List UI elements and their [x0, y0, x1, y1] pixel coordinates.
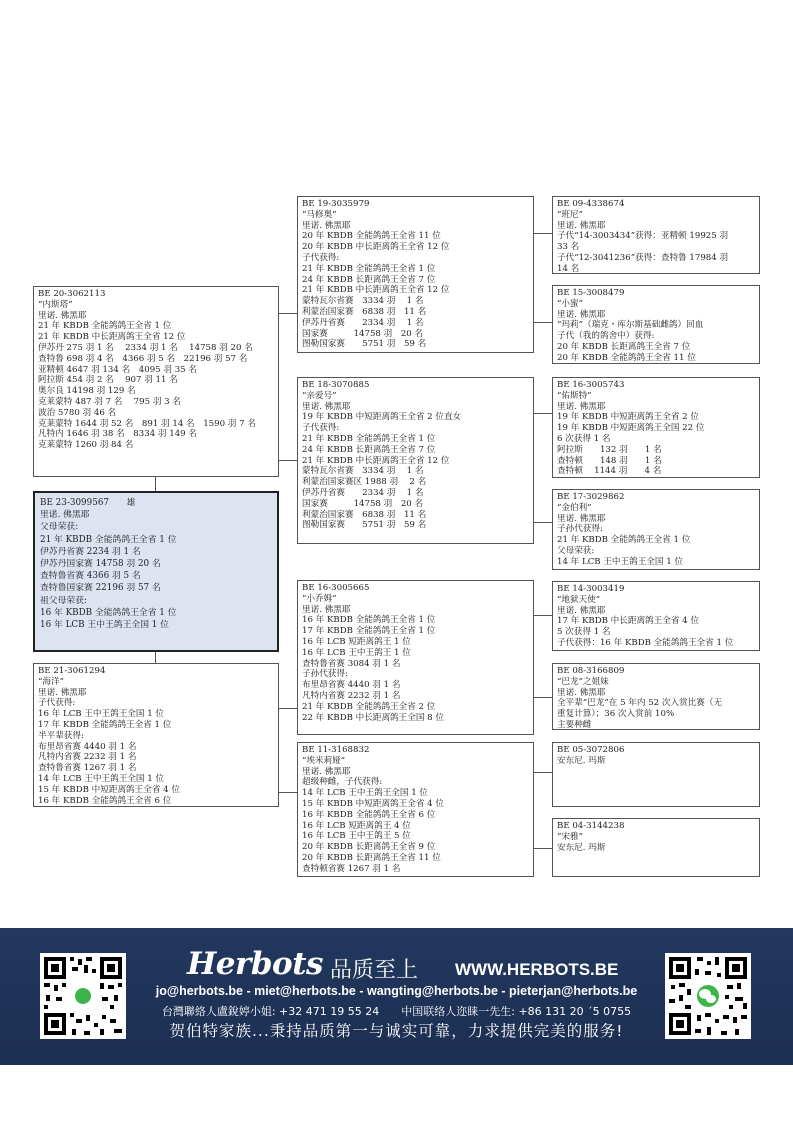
pedigree-text-line: “内斯塔” — [38, 299, 73, 310]
pedigree-text-line: 19 年 KBDB 中短距离鸽王全省 2 位直女 — [302, 412, 462, 423]
ring-number: BE 21-3061294 — [38, 666, 106, 676]
pedigree-text-line: 超级种雌，子代获得: — [302, 777, 383, 788]
pedigree-text-line: 蒙特瓦尔省赛 3334 羽 1 名 — [302, 296, 424, 307]
pedigree-text-line: 16 年 KBDB 全能鸽鸽王全省 1 位 — [302, 615, 436, 626]
pedigree-text-line: 里诺. 佛黑耶 — [557, 401, 606, 412]
dam-sire-sire-card — [552, 581, 760, 651]
pedigree-text-line: 20 年 KBDB 全能鸽鸽王全省 11 位 — [557, 352, 696, 363]
pedigree-text-line: 20 年 KBDB 长距离鸽王全省 9 位 — [302, 842, 436, 853]
ring-number: BE 04-3144238 — [557, 821, 625, 831]
connector-line — [278, 708, 297, 709]
connector-line — [533, 697, 552, 698]
connector-line — [155, 477, 156, 491]
pedigree-text-line: 阿拉斯 454 羽 2 名 907 羽 11 名 — [38, 375, 178, 386]
pedigree-text-line: 查特顿 148 羽 1 名 — [557, 455, 662, 466]
sire-card — [33, 286, 279, 477]
pedigree-text-line: 子代（我的鸽舍中）获得: — [557, 331, 655, 342]
pedigree-text-line: 子代“14-3003434”获得：亚精顿 19925 羽 — [557, 231, 729, 242]
ring-number: BE 16-3005743 — [557, 380, 625, 390]
dam-card — [33, 663, 279, 807]
pedigree-text-line: 克莱蒙特 1260 羽 84 名 — [38, 440, 134, 451]
ring-number: BE 19-3035979 — [302, 199, 370, 209]
pedigree-text-line: 查特顿 1144 羽 4 名 — [557, 466, 662, 477]
pedigree-text-line: 克莱蒙特 1644 羽 52 名 891 羽 14 名 1590 羽 7 名 — [38, 418, 256, 429]
pedigree-text-line: 凡特内省赛 2232 羽 1 名 — [38, 752, 137, 763]
pedigree-text-line: 查特鲁省赛 3084 羽 1 名 — [302, 658, 401, 669]
pedigree-text-line: 重复计算）；36 次入赏前 10% — [557, 709, 675, 720]
ring-number: BE 20-3062113 — [38, 289, 106, 299]
pedigree-text-line: 21 年 KBDB 全能鸽鸽王全省 1 位 — [302, 263, 436, 274]
pedigree-text-line: 21 年 KBDB 全能鸽鸽王全省 1 位 — [40, 534, 177, 545]
pedigree-text-line: 16 年 LCB 王中王鸽王全国 1 位 — [38, 709, 165, 720]
pedigree-text-line: 里诺. 佛黑耶 — [557, 605, 606, 616]
pedigree-text-line: 16 年 LCB 王中王鸽王全国 1 位 — [40, 620, 169, 631]
pedigree-text-line: “巴龙”之姐妹 — [557, 676, 609, 687]
ring-number: BE 16-3005665 — [302, 583, 370, 593]
pedigree-text-line: “小乔姆” — [302, 593, 337, 604]
subject-card — [33, 491, 279, 652]
pedigree-text-line: 里诺. 佛黑耶 — [38, 310, 87, 321]
pedigree-text-line: 安东尼. 玛斯 — [557, 842, 606, 853]
pedigree-text-line: 里诺. 佛黑耶 — [40, 510, 90, 521]
pedigree-text-line: 半平辈获得: — [38, 730, 84, 741]
pedigree-text-line: 21 年 KBDB 中长距离鸽王全省 12 位 — [302, 285, 450, 296]
dam-dam-dam-card — [552, 818, 760, 877]
pedigree-text-line: 16 年 LCB 王中王鸽王 1 位 — [302, 647, 411, 658]
pedigree-text-line: 阿拉斯 132 羽 1 名 — [557, 444, 662, 455]
pedigree-text-line: 查特鲁省赛 1267 羽 1 名 — [38, 763, 137, 774]
ring-number: BE 17-3029862 — [557, 492, 625, 502]
pedigree-text-line: 22 年 KBDB 中长距离鸽王全国 8 位 — [302, 712, 444, 723]
pedigree-text-line: 6 次获得 1 名 — [557, 433, 611, 444]
pedigree-text-line: 19 年 KBDB 中短距离鸽王全省 2 位 — [557, 412, 699, 423]
pedigree-text-line: 里诺. 佛黑耶 — [557, 309, 606, 320]
pedigree-text-line: 伊苏丹省赛 2334 羽 1 名 — [302, 487, 424, 498]
pedigree-text-line: 16 年 KBDB 全能鸽鸽王全省 6 位 — [38, 795, 172, 806]
pedigree-text-line: 布里昂省赛 4440 羽 1 名 — [38, 741, 137, 752]
herbots-logo: Herbots — [187, 946, 323, 982]
pedigree-text-line: 21 年 KBDB 全能鸽鸽王全省 1 位 — [38, 321, 172, 332]
pedigree-text-line: 16 年 LCB 短距离鸽王 4 位 — [302, 820, 411, 831]
pedigree-text-line: 16 年 LCB 短距离鸽王 1 位 — [302, 636, 411, 647]
pedigree-text-line: 父母荣获: — [40, 522, 79, 533]
sire-sire-card — [297, 196, 534, 353]
pedigree-text-line: 祖父母荣获: — [40, 595, 87, 606]
pedigree-text-line: 17 年 KBDB 全能鸽鸽王全省 1 位 — [38, 719, 172, 730]
pedigree-text-line: 主要种雌 — [557, 719, 592, 730]
ring-number: BE 18-3070885 — [302, 380, 370, 390]
pedigree-text-line: 子代“12-3041236”获得：查特鲁 17984 羽 — [557, 252, 729, 263]
pedigree-text-line: “小蜜” — [557, 298, 583, 309]
pedigree-text-line: 伊苏丹省赛 2334 羽 1 名 — [302, 317, 424, 328]
pedigree-text-line: 21 年 KBDB 全能鸽鸽王全省 1 位 — [557, 535, 691, 546]
pedigree-text-line: 图勒国家赛 5751 羽 59 名 — [302, 520, 427, 531]
ring-number: BE 14-3003419 — [557, 584, 625, 594]
pedigree-text-line: 24 年 KBDB 长距离鸽王全省 7 位 — [302, 444, 436, 455]
pedigree-text-line: 16 年 LCB 王中王鸽王 5 位 — [302, 831, 411, 842]
pedigree-text-line: 里诺. 佛黑耶 — [302, 401, 351, 412]
pedigree-text-line: “埃米莉娅” — [302, 755, 346, 766]
pedigree-text-line: 5 次获得 1 名 — [557, 627, 611, 638]
pedigree-text-line: 15 年 KBDB 中短距离鸽王全省 4 位 — [38, 784, 180, 795]
pedigree-text-line: “亲爱号” — [302, 390, 337, 401]
slogan: 品质至上 — [330, 958, 419, 983]
pedigree-text-line: 20 年 KBDB 长距离鸽王全省 7 位 — [557, 341, 691, 352]
pedigree-text-line: 查特顿省赛 1267 羽 1 名 — [302, 863, 401, 874]
connector-line — [533, 522, 552, 523]
connector-line — [533, 848, 552, 849]
connector-line — [533, 322, 552, 323]
pedigree-text-line: 21 年 KBDB 全能鸽鸽王全省 2 位 — [302, 701, 436, 712]
pedigree-text-line: 子代获得: — [302, 423, 340, 434]
pedigree-text-line: 16 年 KBDB 全能鸽鸽王全省 6 位 — [302, 809, 436, 820]
pedigree-text-line: 蒙特瓦尔省赛 3334 羽 1 名 — [302, 466, 424, 477]
ring-number: BE 23-3099567 雄 — [40, 498, 136, 508]
website-link[interactable]: WWW.HERBOTS.BE — [455, 960, 619, 979]
pedigree-text-line: 凡特内省赛 2232 羽 1 名 — [302, 690, 401, 701]
pedigree-text-line: 国家赛 14758 羽 20 名 — [302, 328, 424, 339]
pedigree-text-line: 伊苏丹国家赛 14758 羽 20 名 — [40, 559, 161, 570]
connector-line — [533, 615, 552, 616]
connector-line — [533, 772, 552, 773]
pedigree-text-line: 14 年 LCB 王中王鸽王全国 1 位 — [38, 773, 165, 784]
connector-line — [533, 233, 552, 234]
pedigree-text-line: 子代获得: — [302, 252, 340, 263]
pedigree-text-line: 利蒙治国家赛 6838 羽 11 名 — [302, 306, 427, 317]
pedigree-text-line: 伊苏丹 275 羽 1 名 2334 羽 1 名 14758 羽 20 名 — [38, 342, 253, 353]
pedigree-text-line: 利蒙治国家赛 6838 羽 11 名 — [302, 509, 427, 520]
pedigree-text-line: “地狱天使” — [557, 594, 601, 605]
connector-line — [278, 460, 297, 461]
pedigree-text-line: 安东尼. 玛斯 — [557, 755, 606, 766]
pedigree-text-line: 布里昂省赛 4440 羽 1 名 — [302, 680, 401, 691]
pedigree-text-line: 14 年 LCB 王中王鸽王全国 1 位 — [557, 556, 684, 567]
email-contacts[interactable]: jo@herbots.be - miet@herbots.be - wangting@herbots.be - pieterjan@herbots.be — [155, 984, 638, 998]
pedigree-text-line: 16 年 KBDB 全能鸽鸽王全省 1 位 — [40, 607, 177, 618]
pedigree-text-line: 里诺. 佛黑耶 — [302, 604, 351, 615]
pedigree-text-line: 里诺. 佛黑耶 — [557, 513, 606, 524]
pedigree-text-line: 全平辈“巴龙”在 5 年内 52 次入赏比赛（无 — [557, 698, 723, 709]
pedigree-text-line: 克莱蒙特 487 羽 7 名 795 羽 3 名 — [38, 396, 181, 407]
pedigree-text-line: 24 年 KBDB 长距离鸽王全省 7 位 — [302, 274, 436, 285]
pedigree-text-line: 凡特内 1646 羽 38 名 8334 羽 149 名 — [38, 429, 197, 440]
ring-number: BE 08-3166809 — [557, 666, 625, 676]
pedigree-text-line: 图勒国家赛 5751 羽 59 名 — [302, 339, 427, 350]
pedigree-text-line: 国家赛 14758 羽 20 名 — [302, 498, 424, 509]
pedigree-text-line: 子孙代获得: — [557, 524, 603, 535]
dam-sire-card — [297, 580, 534, 735]
pedigree-text-line: 21 年 KBDB 中长距离鸽王全省 12 位 — [38, 332, 186, 343]
pedigree-text-line: 亚精顿 4647 羽 134 名 4095 羽 35 名 — [38, 364, 197, 375]
pedigree-text-line: “班尼” — [557, 209, 583, 220]
pedigree-text-line: 20 年 KBDB 长距离鸽王全省 11 位 — [302, 852, 441, 863]
pedigree-text-line: “玛莉”（瑞克・库尔斯基础雌鸽）回血 — [557, 320, 704, 331]
ring-number: BE 09-4338674 — [557, 199, 625, 209]
pedigree-text-line: 子代获得: — [38, 698, 76, 709]
wechat-icon — [665, 953, 751, 1039]
pedigree-text-line: 子孙代获得: — [302, 669, 348, 680]
pedigree-text-line: 17 年 KBDB 中长距离鸽王全省 4 位 — [557, 616, 699, 627]
connector-line — [278, 313, 297, 314]
pedigree-text-line: 查特鲁省赛 4366 羽 5 名 — [40, 571, 141, 582]
footer-banner — [0, 928, 793, 1065]
pedigree-text-line: 17 年 KBDB 全能鸽鸽王全省 1 位 — [302, 626, 436, 637]
pedigree-text-line: 子代获得：16 年 KBDB 全能鸽鸽王全省 1 位 — [557, 637, 734, 648]
pedigree-text-line: “马修奥” — [302, 209, 337, 220]
pedigree-text-line: 33 名 — [557, 242, 580, 253]
pedigree-text-line: 14 年 LCB 王中王鸽王全国 1 位 — [302, 788, 429, 799]
connector-line — [155, 652, 156, 663]
sire-sire-sire-card — [552, 196, 760, 274]
pedigree-text-line: 20 年 KBDB 中长距离鸽王全省 12 位 — [302, 242, 450, 253]
dam-dam-card — [297, 742, 534, 877]
pedigree-text-line: 查特鲁 698 羽 4 名 4366 羽 5 名 22196 羽 57 名 — [38, 353, 248, 364]
dam-sire-dam-card — [552, 663, 760, 730]
pedigree-text-line: 21 年 KBDB 中长距离鸽王全省 12 位 — [302, 455, 450, 466]
pedigree-text-line: “金伯利” — [557, 502, 592, 513]
sire-dam-card — [297, 377, 534, 544]
ring-number: BE 15-3008479 — [557, 288, 625, 298]
pedigree-text-line: “佑斯特” — [557, 390, 592, 401]
pedigree-text-line: 里诺. 佛黑耶 — [302, 766, 351, 777]
ring-number: BE 11-3168832 — [302, 745, 370, 755]
pedigree-text-line: 里诺. 佛黑耶 — [557, 687, 606, 698]
pedigree-text-line: 20 年 KBDB 全能鸽鸽王全省 11 位 — [302, 231, 441, 242]
dam-dam-sire-card — [552, 742, 760, 807]
connector-line — [533, 413, 552, 414]
pedigree-text-line: 父母荣获: — [557, 545, 595, 556]
pedigree-text-line: 伊苏丹省赛 2234 羽 1 名 — [40, 546, 141, 557]
pedigree-text-line: 21 年 KBDB 全能鸽鸽王全省 1 位 — [302, 433, 436, 444]
sire-dam-sire-card — [552, 377, 760, 478]
pedigree-text-line: “海洋” — [38, 676, 64, 687]
pedigree-text-line: 里诺. 佛黑耶 — [302, 220, 351, 231]
pedigree-text-line: 19 年 KBDB 中短距离鸽王全国 22 位 — [557, 423, 705, 434]
sire-dam-dam-card — [552, 489, 760, 570]
pedigree-text-line: 利蒙治国家赛区 1988 羽 2 名 — [302, 477, 427, 488]
phone-contacts: 台灣聯絡人盧銳婷小姐: +32 471 19 55 24 中国联络人迩睐一先生: +86 131 20 ´5 0755 — [161, 1005, 632, 1018]
ring-number: BE 05-3072806 — [557, 745, 625, 755]
pedigree-text-line: 查特鲁国家赛 22196 羽 57 名 — [40, 583, 161, 594]
pedigree-text-line: 15 年 KBDB 中短距离鸽王全省 4 位 — [302, 798, 444, 809]
connector-line — [278, 792, 297, 793]
sire-sire-dam-card — [552, 285, 760, 364]
pedigree-text-line: 波治 5780 羽 46 名 — [38, 407, 117, 418]
pedigree-text-line: 奥尔良 14198 羽 129 名 — [38, 386, 136, 397]
pedigree-text-line: 14 名 — [557, 263, 580, 274]
pedigree-text-line: 里诺. 佛黑耶 — [38, 687, 87, 698]
pedigree-text-line: 里诺. 佛黑耶 — [557, 220, 606, 231]
motto: 贺伯特家族...秉持品质第一与诚实可靠，力求提供完美的服务! — [169, 1022, 624, 1040]
pedigree-text-line: “宋雅” — [557, 831, 583, 842]
